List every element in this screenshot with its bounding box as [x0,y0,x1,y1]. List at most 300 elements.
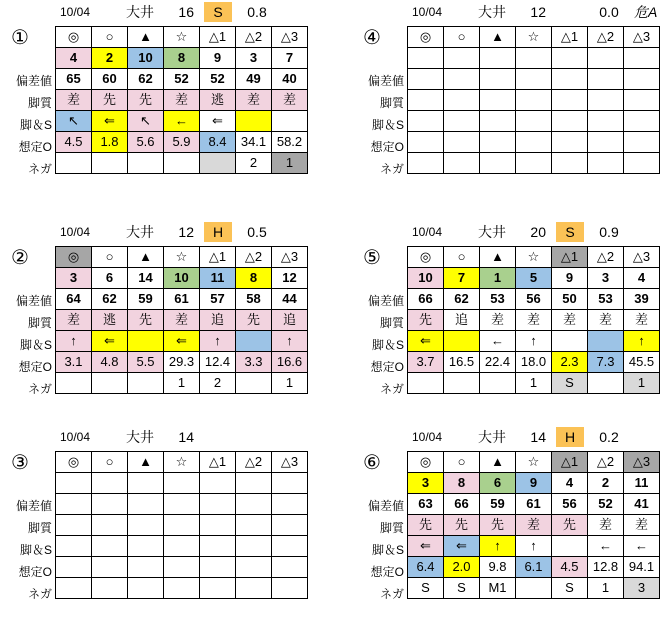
mark-cell: ☆ [164,27,200,48]
odds-cell: 4.8 [92,352,128,373]
style-cell: 先 [408,310,444,331]
race-badge: S [204,2,232,22]
deviation-cell: 62 [92,289,128,310]
leg-s-cell [272,536,308,557]
mark-row [56,27,308,48]
odds-cell: 6.1 [516,557,552,578]
leg-s-cell [552,536,588,557]
race-header [60,427,316,447]
horse-number-cell: 2 [92,48,128,69]
leg-s-cell: ↖ [128,111,164,132]
horse-number-cell [588,48,624,69]
horse-number-cell [516,48,552,69]
leg-s-cell: ⇐ [408,331,444,352]
horse-number-cell: 3 [56,268,92,289]
row-label: ネガ [27,587,52,601]
leg-s-cell [516,111,552,132]
race-date: 10/04 [412,225,443,239]
horse-number-cell: 10 [128,48,164,69]
leg-s-cell [408,111,444,132]
leg-s-cell: ↖ [56,111,92,132]
deviation-cell: 62 [128,69,164,90]
odds-cell: 16.6 [272,352,308,373]
odds-cell: 29.3 [164,352,200,373]
row-label: ネガ [379,162,404,176]
race-number: 14 [530,429,546,445]
race-panel-1 [0,2,314,202]
nega-row [56,373,308,394]
race-panel-2 [0,222,314,422]
nega-cell [92,578,128,599]
nega-cell [480,373,516,394]
deviation-cell [552,69,588,90]
odds-cell: 3.1 [56,352,92,373]
nega-cell: 3 [624,578,660,599]
nega-cell [516,153,552,174]
odds-cell: 6.4 [408,557,444,578]
leg-s-cell: ⇐ [92,331,128,352]
style-cell: 先 [128,90,164,111]
style-cell: 逃 [200,90,236,111]
leg-s-cell: ↑ [272,331,308,352]
mark-cell: △2 [236,247,272,268]
style-cell: 先 [552,515,588,536]
horse-number-cell [624,48,660,69]
row-label: 想定O [18,360,52,374]
mark-row [408,452,660,473]
horse-number-cell [444,48,480,69]
odds-row [408,352,660,373]
nega-cell: 2 [200,373,236,394]
leg-s-cell: ⇐ [200,111,236,132]
style-cell: 差 [588,310,624,331]
race-value: 0.9 [599,224,619,240]
style-row [408,310,660,331]
horse-number-cell: 4 [624,268,660,289]
nega-cell [408,153,444,174]
odds-cell: 4.5 [56,132,92,153]
leg-s-row [56,331,308,352]
odds-cell: 1.8 [92,132,128,153]
mark-cell: △3 [624,27,660,48]
row-label: 偏差値 [367,499,404,513]
style-cell: 差 [272,90,308,111]
deviation-cell [200,494,236,515]
row-label: 偏差値 [15,74,52,88]
mark-cell: △1 [552,27,588,48]
track-name: 大井 [478,224,506,240]
mark-cell: △3 [272,27,308,48]
race-grid [55,26,308,174]
horse-number-cell: 5 [516,268,552,289]
horse-number-cell: 1 [480,268,516,289]
nega-cell [408,373,444,394]
nega-cell [552,153,588,174]
deviation-cell [272,494,308,515]
deviation-cell: 59 [128,289,164,310]
nega-cell: S [408,578,444,599]
leg-s-cell [128,331,164,352]
row-label: 想定O [370,360,404,374]
leg-s-cell [92,536,128,557]
race-panel-6 [352,427,666,627]
horse-number-cell [408,48,444,69]
nega-cell [164,578,200,599]
horse-number-cell [164,473,200,494]
race-value: 0.5 [247,224,267,240]
race-grid [407,246,660,394]
mark-cell: △2 [588,27,624,48]
deviation-cell: 61 [164,289,200,310]
row-label: 想定O [370,565,404,579]
row-label: ネガ [379,587,404,601]
nega-cell: 1 [164,373,200,394]
style-cell [164,515,200,536]
race-grid [407,26,660,174]
horse-number-cell: 9 [516,473,552,494]
deviation-cell: 62 [444,289,480,310]
nega-cell [480,153,516,174]
track-name: 大井 [478,4,506,20]
row-label: 脚＆S [371,118,404,132]
horse-number-cell: 10 [408,268,444,289]
row-label: 脚質 [379,521,404,535]
style-cell: 先 [128,310,164,331]
nega-row [56,153,308,174]
style-row [408,90,660,111]
race-number: 14 [178,429,194,445]
nega-cell [588,153,624,174]
odds-cell [444,132,480,153]
nega-row [408,373,660,394]
track-name: 大井 [126,4,154,20]
odds-cell: 8.4 [200,132,236,153]
nega-cell: 1 [624,373,660,394]
horse-number-cell [128,473,164,494]
nega-cell [56,153,92,174]
mark-cell: ▲ [128,27,164,48]
odds-cell: 22.4 [480,352,516,373]
leg-s-cell: ⇐ [444,536,480,557]
deviation-cell: 58 [236,289,272,310]
leg-s-cell: ⇐ [408,536,444,557]
horse-number-cell [56,473,92,494]
race-index: ⑤ [363,247,381,269]
leg-s-cell [552,111,588,132]
leg-s-cell [56,536,92,557]
odds-cell: 5.6 [128,132,164,153]
horse-number-row [408,473,660,494]
style-cell [56,515,92,536]
row-label: ネガ [27,162,52,176]
odds-cell: 9.8 [480,557,516,578]
leg-s-cell: ← [588,536,624,557]
leg-s-cell [480,111,516,132]
mark-cell: ◎ [56,247,92,268]
mark-cell: △1 [200,247,236,268]
odds-cell [272,557,308,578]
nega-cell [92,373,128,394]
mark-cell: △2 [236,27,272,48]
row-label: 脚質 [27,521,52,535]
odds-cell: 2.3 [552,352,588,373]
deviation-row [408,289,660,310]
style-cell: 先 [92,90,128,111]
style-cell: 差 [552,310,588,331]
row-label: ネガ [379,382,404,396]
style-cell: 追 [272,310,308,331]
horse-number-cell: 11 [200,268,236,289]
horse-number-cell: 3 [408,473,444,494]
odds-cell [200,557,236,578]
horse-number-cell: 4 [552,473,588,494]
odds-row [408,557,660,578]
leg-s-cell: ↑ [516,536,552,557]
mark-cell: △3 [624,247,660,268]
race-header [412,2,666,22]
deviation-cell: 52 [164,69,200,90]
race-panel-3 [0,427,314,627]
deviation-cell [236,494,272,515]
style-row [56,515,308,536]
track-name: 大井 [126,224,154,240]
leg-s-cell [552,331,588,352]
mark-cell: ☆ [516,452,552,473]
leg-s-row [408,536,660,557]
leg-s-cell: ← [164,111,200,132]
leg-s-row [408,111,660,132]
race-index: ④ [363,27,381,49]
mark-cell: ◎ [408,247,444,268]
leg-s-cell [444,331,480,352]
nega-cell: 1 [588,578,624,599]
mark-cell: △2 [588,452,624,473]
race-badge: H [556,427,584,447]
style-cell: 差 [56,90,92,111]
mark-cell: ◎ [56,27,92,48]
horse-number-cell: 8 [236,268,272,289]
style-cell [272,515,308,536]
deviation-cell: 52 [200,69,236,90]
horse-number-cell: 2 [588,473,624,494]
odds-cell [516,132,552,153]
style-row [56,90,308,111]
mark-cell: ▲ [480,452,516,473]
odds-cell: 5.5 [128,352,164,373]
nega-row [408,153,660,174]
nega-cell: M1 [480,578,516,599]
deviation-cell: 66 [444,494,480,515]
nega-cell [92,153,128,174]
leg-s-cell [236,536,272,557]
deviation-cell [624,69,660,90]
odds-cell: 4.5 [552,557,588,578]
style-cell [128,515,164,536]
nega-cell: S [552,578,588,599]
deviation-cell [588,69,624,90]
style-cell [236,515,272,536]
deviation-cell [56,494,92,515]
race-flag [634,427,666,447]
row-label: 脚＆S [19,543,52,557]
horse-number-cell [552,48,588,69]
deviation-row [56,69,308,90]
race-date: 10/04 [60,430,91,444]
mark-cell: △1 [200,452,236,473]
deviation-cell [408,69,444,90]
odds-cell [164,557,200,578]
style-cell [624,90,660,111]
race-grid [55,451,308,599]
nega-cell [164,153,200,174]
leg-s-cell: ← [480,331,516,352]
race-index: ⑥ [363,452,381,474]
mark-cell: ○ [92,452,128,473]
leg-s-cell [588,331,624,352]
leg-s-cell: ⇐ [92,111,128,132]
deviation-cell [516,69,552,90]
race-panel-4 [352,2,666,202]
nega-cell [200,578,236,599]
leg-s-row [56,536,308,557]
mark-cell: ◎ [408,452,444,473]
race-grid [55,246,308,394]
odds-cell [552,132,588,153]
style-cell [516,90,552,111]
deviation-cell: 40 [272,69,308,90]
nega-cell [128,578,164,599]
horse-number-cell [480,48,516,69]
nega-cell: S [552,373,588,394]
deviation-cell: 52 [588,494,624,515]
deviation-cell: 63 [408,494,444,515]
race-number: 20 [530,224,546,240]
deviation-cell: 60 [92,69,128,90]
odds-cell [128,557,164,578]
leg-s-cell [236,331,272,352]
deviation-cell: 56 [552,494,588,515]
style-cell: 差 [624,515,660,536]
deviation-cell: 65 [56,69,92,90]
horse-number-cell: 3 [236,48,272,69]
race-flag [282,2,316,22]
style-cell: 差 [236,90,272,111]
deviation-cell [128,494,164,515]
race-number: 12 [178,224,194,240]
mark-cell: △3 [624,452,660,473]
leg-s-cell: ↑ [200,331,236,352]
race-index: ③ [11,452,29,474]
deviation-row [56,289,308,310]
nega-cell: S [444,578,480,599]
odds-cell: 3.3 [236,352,272,373]
style-cell: 先 [444,515,480,536]
horse-number-cell: 9 [200,48,236,69]
row-label: 脚＆S [371,338,404,352]
nega-cell [272,578,308,599]
race-panel-5 [352,222,666,422]
style-cell: 差 [588,515,624,536]
deviation-cell: 64 [56,289,92,310]
race-value [240,427,274,447]
style-cell: 差 [480,310,516,331]
horse-number-cell: 8 [164,48,200,69]
deviation-cell [92,494,128,515]
mark-cell: △3 [272,452,308,473]
horse-number-cell [236,473,272,494]
deviation-cell: 66 [408,289,444,310]
mark-cell: △3 [272,247,308,268]
race-flag: 危A [634,4,658,20]
row-label: 想定O [18,565,52,579]
horse-number-cell: 14 [128,268,164,289]
leg-s-cell [128,536,164,557]
odds-cell [92,557,128,578]
track-name: 大井 [126,429,154,445]
nega-cell [624,153,660,174]
leg-s-cell: ↑ [56,331,92,352]
leg-s-cell: ← [624,536,660,557]
deviation-cell: 56 [516,289,552,310]
nega-cell [516,578,552,599]
horse-number-cell: 9 [552,268,588,289]
mark-cell: ◎ [56,452,92,473]
odds-cell [480,132,516,153]
mark-row [56,247,308,268]
odds-cell: 12.8 [588,557,624,578]
mark-cell: ☆ [516,27,552,48]
row-label: 脚＆S [371,543,404,557]
mark-cell: ☆ [516,247,552,268]
odds-row [56,557,308,578]
leg-s-cell: ↑ [624,331,660,352]
odds-cell [624,132,660,153]
mark-cell: △1 [552,247,588,268]
leg-s-cell [236,111,272,132]
nega-cell [56,578,92,599]
race-number: 16 [178,4,194,20]
mark-cell: ▲ [480,247,516,268]
mark-cell: ☆ [164,247,200,268]
odds-cell: 7.3 [588,352,624,373]
horse-number-cell: 8 [444,473,480,494]
mark-cell: ☆ [164,452,200,473]
mark-row [408,27,660,48]
nega-cell [200,153,236,174]
mark-row [408,247,660,268]
odds-row [408,132,660,153]
style-cell: 差 [164,310,200,331]
style-cell: 差 [56,310,92,331]
deviation-cell: 41 [624,494,660,515]
mark-row [56,452,308,473]
nega-cell: 1 [272,373,308,394]
race-grid [407,451,660,599]
race-value: 0.8 [247,4,267,20]
row-label: ネガ [27,382,52,396]
horse-number-cell: 12 [272,268,308,289]
race-flag [282,222,316,242]
row-label: 脚質 [27,316,52,330]
horse-number-row [408,268,660,289]
odds-row [56,132,308,153]
style-row [408,515,660,536]
race-badge: H [204,222,232,242]
row-label: 偏差値 [15,294,52,308]
odds-cell [588,132,624,153]
mark-cell: △2 [236,452,272,473]
race-value: 0.0 [599,4,619,20]
